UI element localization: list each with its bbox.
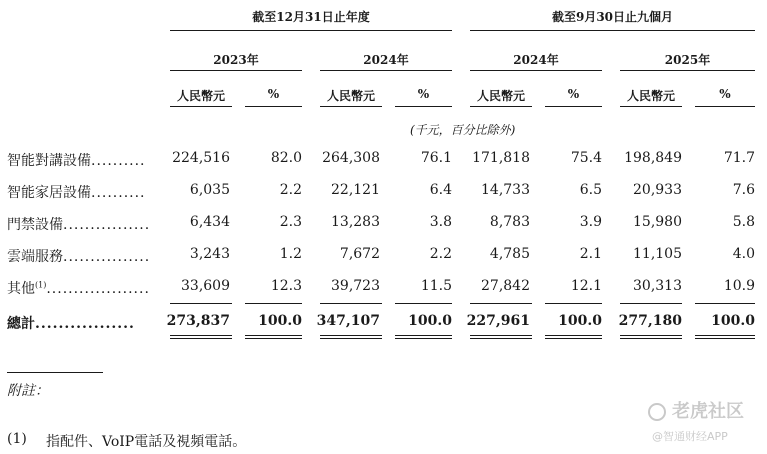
col-header-rmb-2: 人民幣元 (326, 89, 375, 103)
cell-smart-home-9m2024-rmb: 14,733 (481, 182, 530, 198)
cell-access-2023-pct: 2.3 (279, 214, 302, 230)
year-rule-2 (320, 70, 452, 71)
note-1-number: (1) (7, 431, 27, 447)
total-double-rule (395, 335, 452, 339)
cell-access-2023-rmb: 6,434 (189, 214, 230, 230)
cell-access-9m2024-rmb: 8,783 (489, 214, 530, 230)
col-rule (395, 106, 452, 107)
row-label-intercom: 智能對講設備.......... (7, 153, 146, 169)
cell-others-9m2024-rmb: 27,842 (481, 278, 530, 294)
cell-smart-home-9m2024-pct: 6.5 (579, 182, 602, 198)
subtotal-rule (170, 303, 232, 304)
header-year-2023: 2023年 (213, 53, 259, 67)
cell-smart-home-2024-rmb: 22,121 (331, 182, 380, 198)
notes-separator (7, 372, 103, 373)
col-header-rmb-4: 人民幣元 (626, 89, 675, 103)
watermark-logo-icon (648, 403, 666, 421)
header-year-2024-annual: 2024年 (363, 53, 409, 67)
cell-total-2023-rmb: 273,837 (166, 313, 230, 329)
cell-others-2023-rmb: 33,609 (181, 278, 230, 294)
cell-cloud-9m2025-rmb: 11,105 (633, 246, 682, 262)
notes-heading: 附註： (7, 383, 49, 399)
subtotal-rule (470, 303, 532, 304)
col-header-rmb-3: 人民幣元 (476, 89, 525, 103)
cell-others-9m2024-pct: 12.1 (570, 278, 602, 294)
col-header-pct-4: % (719, 87, 731, 101)
cell-total-9m2025-rmb: 277,180 (618, 313, 682, 329)
year-rule-3 (470, 70, 602, 71)
cell-intercom-2024-rmb: 264,308 (322, 150, 380, 166)
year-rule-4 (620, 70, 755, 71)
year-rule-1 (170, 70, 302, 71)
cell-smart-home-2024-pct: 6.4 (429, 182, 452, 198)
cell-cloud-9m2025-pct: 4.0 (732, 246, 755, 262)
cell-cloud-9m2024-pct: 2.1 (579, 246, 602, 262)
cell-smart-home-9m2025-pct: 7.6 (732, 182, 755, 198)
col-rule (470, 106, 532, 107)
cell-cloud-2023-rmb: 3,243 (189, 246, 230, 262)
cell-smart-home-9m2025-rmb: 20,933 (633, 182, 682, 198)
cell-intercom-9m2024-pct: 75.4 (570, 150, 602, 166)
cell-others-9m2025-rmb: 30,313 (633, 278, 682, 294)
cell-total-9m2025-pct: 100.0 (711, 313, 755, 329)
cell-access-9m2025-rmb: 15,980 (633, 214, 682, 230)
subtotal-rule (245, 303, 302, 304)
subtotal-rule (395, 303, 452, 304)
header-year-2025: 2025年 (664, 53, 711, 67)
subtotal-rule (695, 303, 755, 304)
cell-others-2023-pct: 12.3 (270, 278, 302, 294)
footnote-marker: (1) (35, 280, 47, 290)
unit-note: (千元，百分比除外) (410, 123, 516, 137)
cell-cloud-2024-rmb: 7,672 (339, 246, 380, 262)
subtotal-rule (320, 303, 382, 304)
total-double-rule (620, 335, 682, 339)
col-header-rmb-1: 人民幣元 (176, 89, 225, 103)
header-group-nine-months: 截至9月30日止九個月 (551, 10, 674, 24)
row-label-total: 總計................. (7, 316, 135, 332)
row-label-others: 其他$^{(1)}$................... (7, 280, 150, 297)
cell-smart-home-2023-rmb: 6,035 (189, 182, 230, 198)
cell-others-2024-rmb: 39,723 (331, 278, 380, 294)
cell-access-2024-pct: 3.8 (429, 214, 452, 230)
row-label-access-control: 門禁設備................ (7, 217, 151, 233)
col-rule (245, 106, 302, 107)
cell-intercom-2024-pct: 76.1 (420, 150, 452, 166)
cell-cloud-2023-pct: 1.2 (279, 246, 302, 262)
col-rule (695, 106, 755, 107)
watermark-caption: @智通财经APP (652, 430, 728, 443)
subtotal-rule (620, 303, 682, 304)
total-double-rule (245, 335, 302, 339)
subtotal-rule (545, 303, 602, 304)
header-group-nine-months-rule (470, 30, 755, 31)
col-header-pct-2: % (417, 87, 430, 101)
total-double-rule (545, 335, 602, 339)
cell-access-9m2024-pct: 3.9 (579, 214, 602, 230)
watermark-brand: 老虎社区 (648, 397, 744, 423)
cell-total-9m2024-pct: 100.0 (558, 313, 602, 329)
total-double-rule (320, 335, 382, 339)
cell-intercom-9m2025-pct: 71.7 (723, 150, 755, 166)
cell-smart-home-2023-pct: 2.2 (279, 182, 302, 198)
cell-intercom-2023-rmb: 224,516 (172, 150, 230, 166)
col-rule (320, 106, 382, 107)
cell-intercom-2023-pct: 82.0 (270, 150, 302, 166)
cell-total-2023-pct: 100.0 (258, 313, 302, 329)
total-double-rule (170, 335, 232, 339)
header-group-annual: 截至12月31日止年度 (252, 10, 370, 24)
cell-total-2024-pct: 100.0 (408, 313, 452, 329)
cell-intercom-9m2024-rmb: 171,818 (472, 150, 530, 166)
row-label-smart-home: 智能家居設備.......... (7, 185, 146, 201)
total-double-rule (695, 335, 755, 339)
header-year-2024-nine-months: 2024年 (513, 53, 559, 67)
cell-total-2024-rmb: 347,107 (316, 313, 380, 329)
cell-intercom-9m2025-rmb: 198,849 (624, 150, 682, 166)
cell-access-2024-rmb: 13,283 (331, 214, 380, 230)
col-rule (545, 106, 602, 107)
col-header-pct-1: % (267, 87, 280, 101)
col-header-pct-3: % (567, 87, 580, 101)
note-1-text: 指配件、VoIP電話及視頻電話。 (46, 434, 247, 450)
row-label-cloud-services: 雲端服務................ (7, 249, 151, 265)
cell-others-2024-pct: 11.5 (420, 278, 452, 294)
col-rule (620, 106, 682, 107)
total-double-rule (470, 335, 532, 339)
cell-others-9m2025-pct: 10.9 (723, 278, 755, 294)
cell-total-9m2024-rmb: 227,961 (466, 313, 530, 329)
cell-cloud-2024-pct: 2.2 (429, 246, 452, 262)
col-rule (170, 106, 232, 107)
cell-access-9m2025-pct: 5.8 (732, 214, 755, 230)
header-group-annual-rule (170, 30, 452, 31)
cell-cloud-9m2024-rmb: 4,785 (489, 246, 530, 262)
